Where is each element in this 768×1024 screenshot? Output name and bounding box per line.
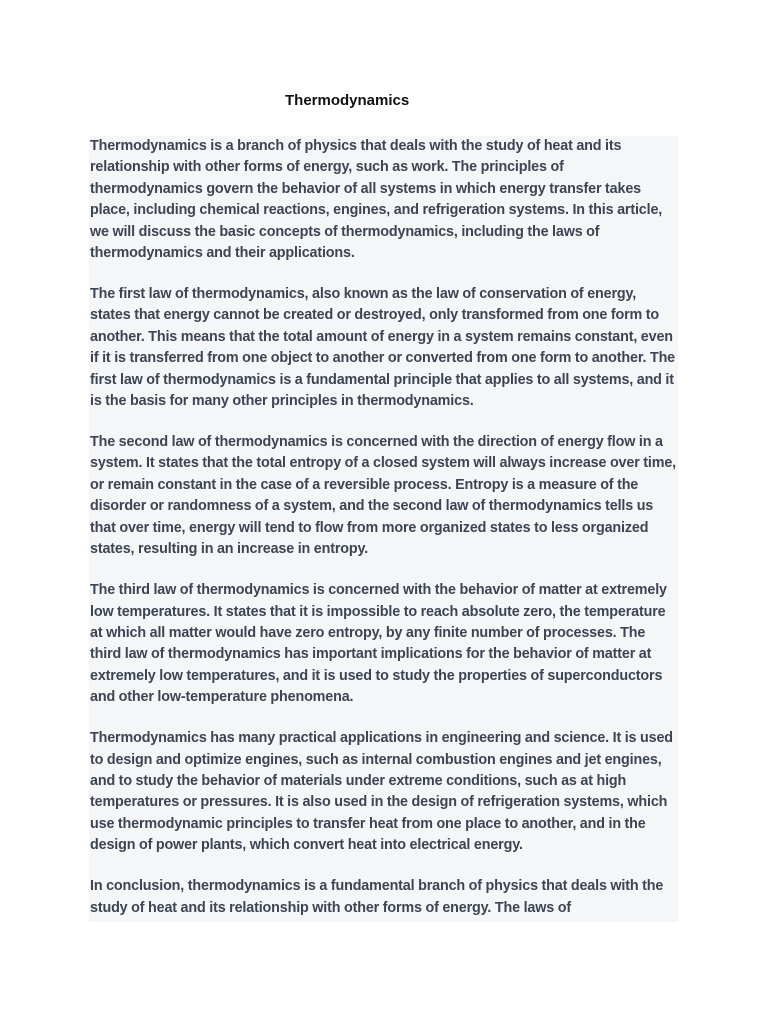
paragraph-introduction: Thermodynamics is a branch of physics that deals with the study of heat and its relationship with other forms of energy, such as work. The principles of thermodynamics govern the behavior of all systems in which energy transfer takes place, including chemical reactions, engines, and refrigeration systems. In this article, we will discuss the basic concepts of thermodynamics, including the laws of thermodynamics and their applications. [90, 138, 663, 262]
paragraph-second-law: The second law of thermodynamics is concerned with the direction of energy flow in a system. It states that the total entropy of a closed system will always increase over time, or remain constant in the case of a reversible process. Entropy is a measure of the disorder or randomness of a system, and the second law of thermodynamics tells us that over time, energy will tend to flow from more organized states to less organized states, resulting in an increase in entropy. [90, 434, 677, 558]
paragraph-third-law: The third law of thermodynamics is concerned with the behavior of matter at extremely low temperatures. It states that it is impossible to reach absolute zero, the temperature at which all matter would have zero entropy, by any finite number of processes. The third law of thermodynamics has important implications for the behavior of matter at extremely low temperatures, and it is used to study the properties of superconductors and other low-temperature phenomena. [90, 582, 667, 706]
paragraph-first-law: The first law of thermodynamics, also known as the law of conservation of energy, states that energy cannot be created or destroyed, only transformed from one form to another. This means that the total amount of energy in a system remains constant, even if it is transferred from one object to another or converted from one form to another. The first law of thermodynamics is a fundamental principle that applies to all systems, and it is the basis for many other principles in thermodynamics. [90, 286, 676, 410]
paragraph-applications: Thermodynamics has many practical applications in engineering and science. It is used to design and optimize engines, such as internal combustion engines and jet engines, and to study the behavior of materials under extreme conditions, such as at high temperatures or pressures. It is also used in the design of refrigeration systems, which use thermodynamic principles to transfer heat from one place to another, and in the design of power plants, which convert heat into electrical energy. [90, 730, 673, 854]
document-title: Thermodynamics [285, 92, 410, 109]
paragraph-conclusion: In conclusion, thermodynamics is a fundamental branch of physics that deals with the study of heat and its relationship with other forms of energy. The laws of [90, 878, 664, 916]
document-body [89, 136, 678, 922]
